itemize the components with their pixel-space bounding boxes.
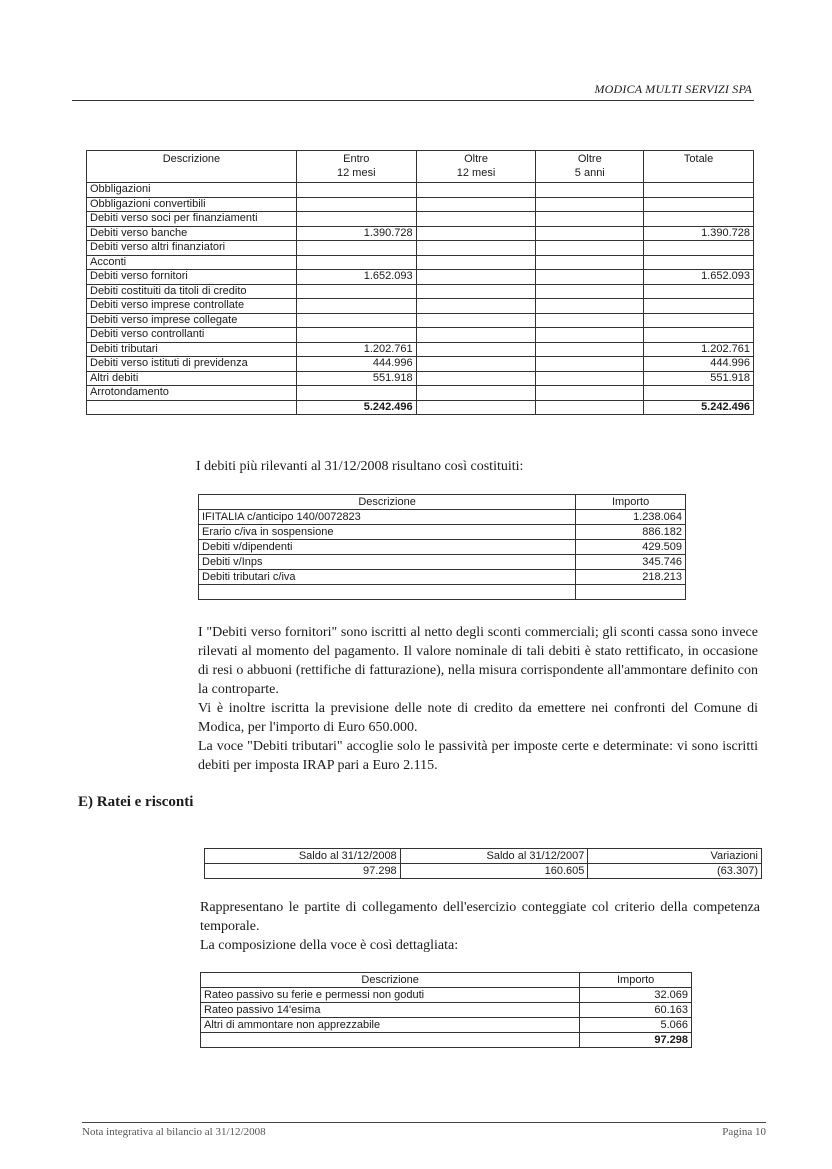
row-amount: 5.242.496 bbox=[644, 400, 754, 415]
table-row bbox=[199, 540, 686, 555]
header-descrizione: Descrizione bbox=[87, 151, 297, 183]
accruals-intro bbox=[200, 898, 760, 955]
row-amount: 97.298 bbox=[580, 1033, 692, 1048]
row-amount bbox=[296, 313, 416, 328]
table-row bbox=[87, 226, 754, 241]
row-description: Debiti verso altri finanziatori bbox=[87, 241, 297, 256]
row-amount: 218.213 bbox=[576, 570, 686, 585]
row-amount bbox=[416, 255, 536, 270]
table-row bbox=[87, 313, 754, 328]
row-amount: 1.390.728 bbox=[296, 226, 416, 241]
row-amount bbox=[296, 299, 416, 314]
row-description: Debiti verso soci per finanziamenti bbox=[87, 212, 297, 227]
row-amount: 32.069 bbox=[580, 988, 692, 1003]
table-row bbox=[87, 299, 754, 314]
row-amount bbox=[536, 270, 644, 285]
row-amount bbox=[536, 197, 644, 212]
row-description bbox=[87, 400, 297, 415]
row-description: Debiti verso banche bbox=[87, 226, 297, 241]
note-fornitori: I "Debiti verso fornitori" sono iscritti al netto degli sconti commerciali; gli sconti cassa sono invece rilevati al momento del pagamento. Il valore nominale di tali debiti è stato rettificato, in occasione di resi o abbuoni (rettifiche di fatturazione), nella misura corrispondente all'ammontare definito con la controparte. bbox=[198, 625, 758, 697]
row-amount bbox=[296, 212, 416, 227]
table-row bbox=[199, 510, 686, 525]
company-header: MODICA MULTI SERVIZI SPA bbox=[594, 82, 752, 96]
row-description: Debiti v/dipendenti bbox=[199, 540, 576, 555]
intro-debts-text: I debiti più rilevanti al 31/12/2008 risultano così costituiti: bbox=[196, 459, 524, 474]
row-amount bbox=[536, 313, 644, 328]
row-amount: 60.163 bbox=[580, 1003, 692, 1018]
row-amount bbox=[576, 585, 686, 600]
row-amount: 551.918 bbox=[644, 371, 754, 386]
row-amount bbox=[644, 284, 754, 299]
row-amount bbox=[536, 342, 644, 357]
row-amount: 551.918 bbox=[296, 371, 416, 386]
header-entro-12-mesi: Entro 12 mesi bbox=[296, 151, 416, 183]
row-description: Debiti verso imprese controllate bbox=[87, 299, 297, 314]
row-description: Altri debiti bbox=[87, 371, 297, 386]
header-oltre-5-anni: Oltre 5 anni bbox=[536, 151, 644, 183]
table-row bbox=[87, 197, 754, 212]
table-row bbox=[199, 585, 686, 600]
row-amount bbox=[296, 284, 416, 299]
row-description: Debiti tributari c/iva bbox=[199, 570, 576, 585]
row-amount bbox=[536, 371, 644, 386]
row-amount: 444.996 bbox=[644, 357, 754, 372]
header-descrizione: Descrizione bbox=[201, 973, 580, 988]
row-amount bbox=[536, 255, 644, 270]
row-amount bbox=[296, 328, 416, 343]
table-row bbox=[87, 270, 754, 285]
row-amount bbox=[644, 299, 754, 314]
accruals-description: Rappresentano le partite di collegamento dell'esercizio conteggiate col criterio della competenza temporale. bbox=[200, 900, 760, 934]
row-amount bbox=[644, 183, 754, 198]
table-header-row bbox=[199, 495, 686, 510]
header-importo: Importo bbox=[580, 973, 692, 988]
section-title-ratei-risconti: E) Ratei e risconti bbox=[78, 794, 194, 810]
row-amount bbox=[296, 183, 416, 198]
row-amount bbox=[644, 241, 754, 256]
header-descrizione: Descrizione bbox=[199, 495, 576, 510]
debts-maturity-table bbox=[86, 150, 754, 415]
row-amount bbox=[416, 299, 536, 314]
row-description: Debiti costituiti da titoli di credito bbox=[87, 284, 297, 299]
table-row bbox=[205, 864, 762, 879]
row-amount bbox=[416, 241, 536, 256]
header-variazioni: Variazioni bbox=[588, 849, 762, 864]
row-amount bbox=[536, 357, 644, 372]
note-crediti-comune: Vi è inoltre iscritta la previsione delle note di credito da emettere nei confronti del Comune di Modica, per l'importo di Euro 650.000. bbox=[198, 701, 758, 735]
header-totale: Totale bbox=[644, 151, 754, 183]
table-row bbox=[87, 212, 754, 227]
variazioni-value: (63.307) bbox=[588, 864, 762, 879]
table-row bbox=[201, 1033, 692, 1048]
row-amount bbox=[536, 212, 644, 227]
row-description: Debiti verso controllanti bbox=[87, 328, 297, 343]
row-amount bbox=[416, 197, 536, 212]
saldo-2008-value: 97.298 bbox=[205, 864, 401, 879]
row-amount: 1.652.093 bbox=[644, 270, 754, 285]
row-amount bbox=[644, 197, 754, 212]
row-amount bbox=[536, 328, 644, 343]
row-description: Debiti verso fornitori bbox=[87, 270, 297, 285]
row-amount bbox=[416, 386, 536, 401]
header-oltre-12-mesi: Oltre 12 mesi bbox=[416, 151, 536, 183]
row-amount: 5.066 bbox=[580, 1018, 692, 1033]
table-row bbox=[87, 241, 754, 256]
header-saldo-2007: Saldo al 31/12/2007 bbox=[400, 849, 588, 864]
row-amount bbox=[536, 386, 644, 401]
row-amount bbox=[644, 328, 754, 343]
row-amount bbox=[416, 371, 536, 386]
row-amount bbox=[644, 212, 754, 227]
accruals-table bbox=[200, 972, 692, 1048]
row-amount bbox=[536, 299, 644, 314]
saldo-2007-value: 160.605 bbox=[400, 864, 588, 879]
row-amount bbox=[644, 255, 754, 270]
row-amount bbox=[416, 270, 536, 285]
table-row bbox=[201, 1018, 692, 1033]
row-amount bbox=[416, 400, 536, 415]
row-amount bbox=[416, 357, 536, 372]
table-row bbox=[87, 183, 754, 198]
row-amount bbox=[416, 212, 536, 227]
row-description: Obbligazioni convertibili bbox=[87, 197, 297, 212]
table-row bbox=[87, 386, 754, 401]
row-description: Erario c/iva in sospensione bbox=[199, 525, 576, 540]
table-header-row bbox=[87, 151, 754, 183]
row-description bbox=[199, 585, 576, 600]
row-amount bbox=[296, 197, 416, 212]
row-amount bbox=[644, 313, 754, 328]
row-amount bbox=[416, 226, 536, 241]
table-row bbox=[201, 1003, 692, 1018]
row-amount bbox=[536, 226, 644, 241]
row-description: Altri di ammontare non apprezzabile bbox=[201, 1018, 580, 1033]
table-row bbox=[199, 525, 686, 540]
balances-table bbox=[204, 848, 762, 879]
main-debts-table bbox=[198, 494, 686, 600]
table-header-row bbox=[205, 849, 762, 864]
row-amount bbox=[296, 255, 416, 270]
row-amount bbox=[416, 313, 536, 328]
row-amount bbox=[416, 328, 536, 343]
table-row bbox=[87, 342, 754, 357]
table-row bbox=[87, 371, 754, 386]
table-row bbox=[87, 328, 754, 343]
row-description: Debiti v/Inps bbox=[199, 555, 576, 570]
row-amount: 5.242.496 bbox=[296, 400, 416, 415]
table-row bbox=[201, 988, 692, 1003]
row-amount bbox=[536, 400, 644, 415]
row-amount: 429.509 bbox=[576, 540, 686, 555]
header-saldo-2008: Saldo al 31/12/2008 bbox=[205, 849, 401, 864]
row-amount bbox=[416, 342, 536, 357]
note-debiti-tributari: La voce "Debiti tributari" accoglie solo le passività per imposte certe e determinate: vi sono iscritti debiti per imposta IRAP pari a Euro 2.115. bbox=[198, 739, 758, 773]
footer-document-title: Nota integrativa al bilancio al 31/12/2008 bbox=[82, 1126, 266, 1138]
row-description: Acconti bbox=[87, 255, 297, 270]
row-amount bbox=[536, 284, 644, 299]
row-amount bbox=[644, 386, 754, 401]
row-amount: 1.202.761 bbox=[644, 342, 754, 357]
row-amount: 1.652.093 bbox=[296, 270, 416, 285]
row-description: Arrotondamento bbox=[87, 386, 297, 401]
table-row bbox=[87, 400, 754, 415]
table-row bbox=[199, 555, 686, 570]
row-amount bbox=[536, 183, 644, 198]
row-amount: 1.238.064 bbox=[576, 510, 686, 525]
row-description bbox=[201, 1033, 580, 1048]
row-description: Rateo passivo 14'esima bbox=[201, 1003, 580, 1018]
table-row bbox=[199, 570, 686, 585]
row-amount bbox=[416, 284, 536, 299]
footer-divider bbox=[82, 1122, 766, 1123]
row-description: Debiti verso istituti di previdenza bbox=[87, 357, 297, 372]
row-amount bbox=[296, 241, 416, 256]
table-row bbox=[87, 284, 754, 299]
row-amount bbox=[296, 386, 416, 401]
row-amount: 345.746 bbox=[576, 555, 686, 570]
header-importo: Importo bbox=[576, 495, 686, 510]
header-divider bbox=[72, 100, 754, 101]
row-amount: 444.996 bbox=[296, 357, 416, 372]
row-description: Debiti verso imprese collegate bbox=[87, 313, 297, 328]
table-header-row bbox=[201, 973, 692, 988]
row-description: Rateo passivo su ferie e permessi non goduti bbox=[201, 988, 580, 1003]
page-number: Pagina 10 bbox=[722, 1126, 766, 1138]
row-amount: 1.390.728 bbox=[644, 226, 754, 241]
table-row bbox=[87, 255, 754, 270]
accruals-composition-line: La composizione della voce è così dettagliata: bbox=[200, 938, 459, 953]
row-description: Obbligazioni bbox=[87, 183, 297, 198]
row-description: Debiti tributari bbox=[87, 342, 297, 357]
row-amount bbox=[416, 183, 536, 198]
table-row bbox=[87, 357, 754, 372]
row-amount: 886.182 bbox=[576, 525, 686, 540]
notes-block bbox=[198, 623, 758, 775]
row-amount: 1.202.761 bbox=[296, 342, 416, 357]
row-description: IFITALIA c/anticipo 140/0072823 bbox=[199, 510, 576, 525]
row-amount bbox=[536, 241, 644, 256]
